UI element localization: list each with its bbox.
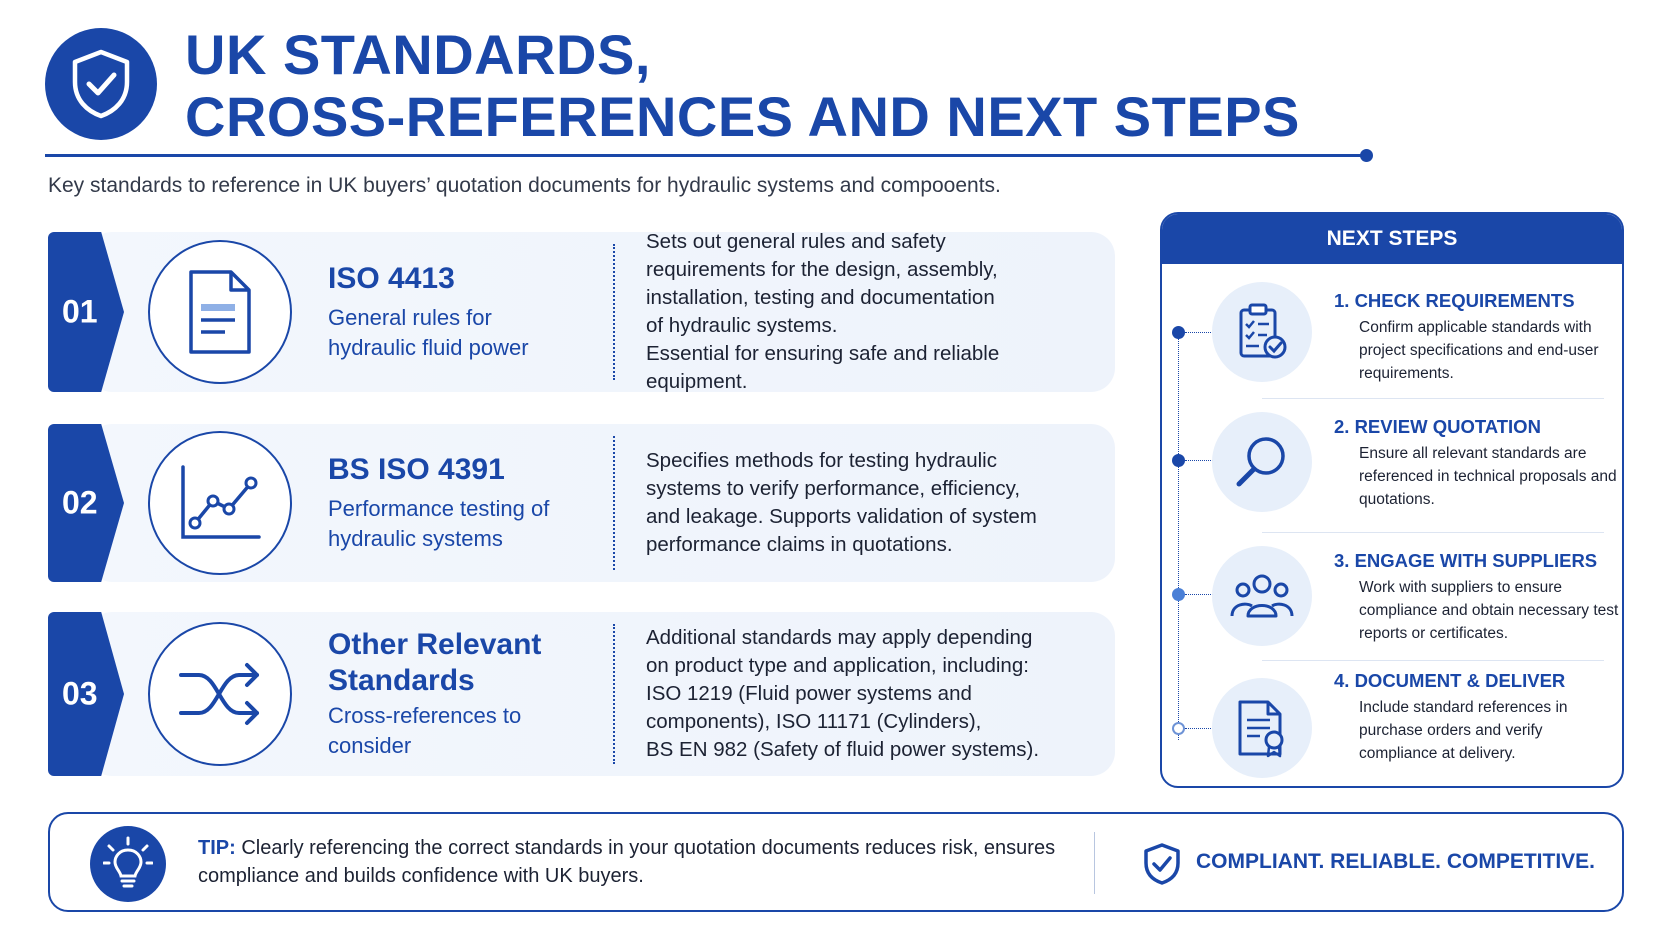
- description-line: installation, testing and documentation: [646, 286, 995, 309]
- description-line: BS EN 982 (Safety of fluid power systems).: [646, 738, 1040, 761]
- next-step-title: 4. DOCUMENT & DELIVER: [1334, 670, 1566, 691]
- magnifier-icon: [1234, 434, 1290, 490]
- standard-name: Other Relevant Standards: [328, 628, 542, 697]
- line-chart-icon: [177, 463, 263, 543]
- standard-text: [328, 612, 618, 776]
- title-rule: [45, 154, 1367, 157]
- next-step-1: [1162, 270, 1622, 400]
- tip-icon-circle: [90, 826, 166, 902]
- description-line: components), ISO 11171 (Cylinders),: [646, 710, 982, 733]
- standard-text: [328, 424, 618, 582]
- description-line: Specifies methods for testing hydraulic: [646, 449, 997, 472]
- tip-separator: [1094, 832, 1095, 894]
- next-step-icon-circle: [1212, 546, 1312, 646]
- standard-icon-circle: [148, 622, 292, 766]
- description-line: Essential for ensuring safe and reliable: [646, 342, 1000, 365]
- timeline-dot: [1172, 454, 1185, 467]
- title-rule-dot: [1360, 149, 1373, 162]
- description-line: performance claims in quotations.: [646, 533, 953, 556]
- next-step-divider: [1262, 532, 1604, 533]
- standard-text: [328, 232, 618, 392]
- tip-text: [198, 834, 1098, 890]
- page-title-line-1: UK STANDARDS,: [185, 23, 651, 86]
- next-step-icon-circle: [1212, 282, 1312, 382]
- people-icon: [1230, 572, 1294, 620]
- standard-name: BS ISO 4391: [328, 453, 505, 486]
- next-step-divider: [1262, 660, 1604, 661]
- standard-icon-circle: [148, 431, 292, 575]
- description-line: Additional standards may apply depending: [646, 626, 1033, 649]
- standard-icon-circle: [148, 240, 292, 384]
- page-subtitle: Key standards to reference in UK buyers’ quotation documents for hydraulic systems and compooents.: [48, 174, 1001, 197]
- standard-description: [646, 232, 1086, 392]
- standard-subtitle: Cross-references to consider: [328, 703, 522, 758]
- standard-row-2: [48, 424, 1115, 582]
- standard-description: [646, 612, 1086, 776]
- standard-number: 01: [62, 293, 98, 330]
- next-steps-panel: [1160, 212, 1624, 788]
- next-step-description: Ensure all relevant standards are referenced in technical proposals and quotations.: [1359, 445, 1617, 508]
- standard-number: 02: [62, 484, 98, 521]
- description-line: systems to verify performance, efficiency,: [646, 477, 1021, 500]
- lightbulb-icon: [103, 836, 153, 892]
- next-step-description: Confirm applicable standards with project specifications and end-user requirements.: [1359, 319, 1599, 382]
- page-title: [185, 24, 1300, 148]
- description-line: ISO 1219 (Fluid power systems and: [646, 682, 972, 705]
- standard-name: ISO 4413: [328, 262, 455, 295]
- timeline-dot: [1172, 326, 1185, 339]
- description-line: equipment.: [646, 370, 748, 393]
- next-step-3: [1162, 536, 1622, 666]
- description-line: Sets out general rules and safety: [646, 230, 946, 253]
- next-step-description: Include standard references in purchase orders and verify compliance at delivery.: [1359, 699, 1568, 762]
- standard-row-3: [48, 612, 1115, 776]
- standard-separator: [613, 436, 615, 570]
- next-step-4: [1162, 662, 1622, 788]
- certificate-icon: [1236, 698, 1288, 758]
- tip-panel: [48, 812, 1624, 912]
- standard-row-1: [48, 232, 1115, 392]
- shuffle-icon: [177, 659, 263, 729]
- next-step-description: Work with suppliers to ensure compliance and obtain necessary test reports or certificates.: [1359, 579, 1619, 642]
- description-line: on product type and application, including:: [646, 654, 1029, 677]
- tip-label: TIP:: [198, 837, 236, 859]
- next-step-divider: [1262, 398, 1604, 399]
- timeline-dot: [1172, 588, 1185, 601]
- next-step-title: 1. CHECK REQUIREMENTS: [1334, 290, 1575, 311]
- description-line: and leakage. Supports validation of system: [646, 505, 1037, 528]
- next-step-title: 3. ENGAGE WITH SUPPLIERS: [1334, 550, 1598, 571]
- shield-check-icon: [1142, 842, 1182, 886]
- description-line: requirements for the design, assembly,: [646, 258, 998, 281]
- standard-separator: [613, 624, 615, 764]
- timeline-dot: [1172, 722, 1185, 735]
- standard-separator: [613, 244, 615, 380]
- clipboard-check-icon: [1235, 302, 1289, 362]
- standard-description: [646, 424, 1086, 582]
- tip-slogan: COMPLIANT. RELIABLE. COMPETITIVE.: [1196, 850, 1596, 873]
- description-line: of hydraulic systems.: [646, 314, 838, 337]
- document-icon: [185, 268, 255, 356]
- next-step-2: [1162, 400, 1622, 530]
- page-title-line-2: CROSS-REFERENCES AND NEXT STEPS: [185, 85, 1300, 148]
- shield-check-icon: [69, 48, 133, 120]
- next-step-icon-circle: [1212, 678, 1312, 778]
- next-steps-heading: NEXT STEPS: [1162, 214, 1622, 264]
- header-badge: [45, 28, 157, 140]
- standard-subtitle: Performance testing of hydraulic systems: [328, 496, 550, 551]
- next-step-title: 2. REVIEW QUOTATION: [1334, 416, 1541, 437]
- tip-body: Clearly referencing the correct standards in your quotation documents reduces risk, ensures compliance and builds confidence with UK buyers.: [198, 837, 1056, 887]
- next-step-icon-circle: [1212, 412, 1312, 512]
- standard-subtitle: General rules for hydraulic fluid power: [328, 305, 529, 360]
- standard-number: 03: [62, 675, 98, 712]
